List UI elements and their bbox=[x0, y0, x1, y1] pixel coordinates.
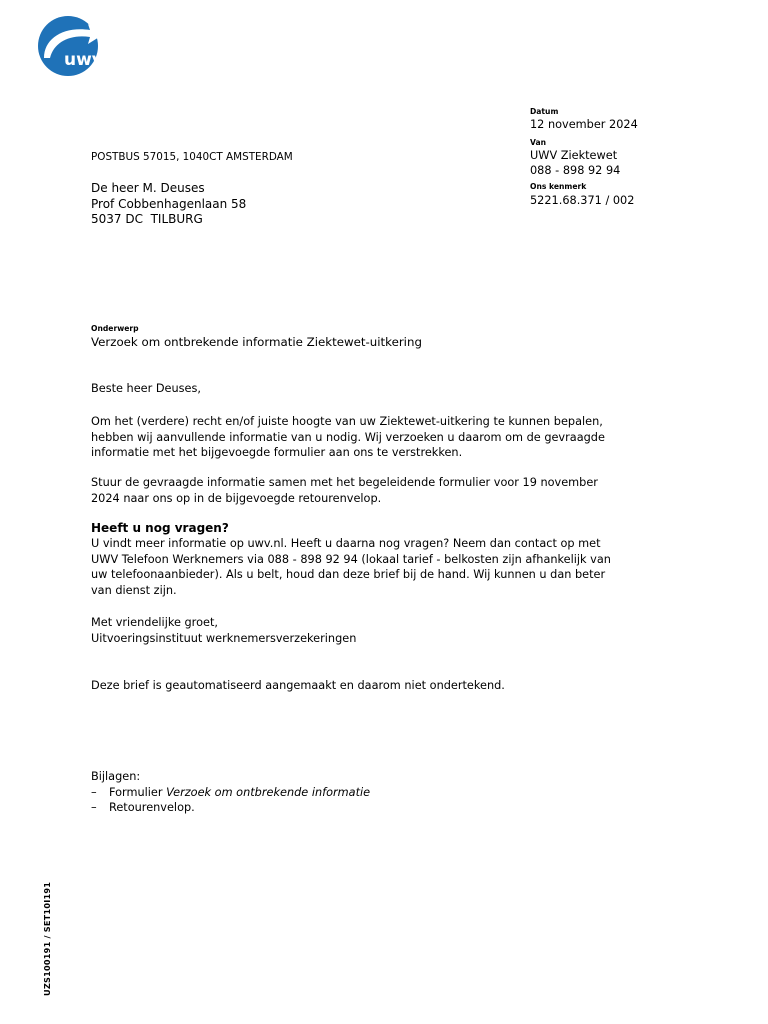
attachment-item1-title: Verzoek om ontbrekende informatie bbox=[166, 785, 371, 799]
paragraph-3-line: U vindt meer informatie op uwv.nl. Heeft u daarna nog vragen? Neem dan contact op met bbox=[91, 537, 601, 550]
paragraph-2-line: 2024 naar ons op in de bijgevoegde retourenvelop. bbox=[91, 491, 382, 505]
uwv-logo-mark bbox=[30, 14, 110, 78]
recipient-line2: Prof Cobbenhagenlaan 58 bbox=[91, 196, 247, 211]
subject-label: Onderwerp bbox=[91, 324, 139, 333]
closing bbox=[91, 615, 661, 646]
reference-value: 5221.68.371 / 002 bbox=[530, 194, 635, 207]
paragraph-1 bbox=[91, 414, 661, 461]
paragraph-2-line: Stuur de gevraagde informatie samen met het begeleidende formulier voor 19 november bbox=[91, 476, 598, 489]
attachment-item1-prefix: Formulier bbox=[109, 785, 167, 799]
uwv-logo bbox=[30, 14, 110, 78]
return-address: POSTBUS 57015, 1040CT AMSTERDAM bbox=[91, 151, 293, 163]
bullet-dash: – bbox=[91, 801, 97, 815]
paragraph-3-line: UWV Telefoon Werknemers via 088 - 898 92 94 (lokaal tarief - belkosten zijn afhankelijk van bbox=[91, 552, 611, 566]
attachment-item bbox=[91, 785, 661, 801]
recipient-line1: De heer M. Deuses bbox=[91, 181, 205, 195]
closing-organisation: Uitvoeringsinstituut werknemersverzekeringen bbox=[91, 631, 357, 645]
from-line2: 088 - 898 92 94 bbox=[530, 164, 621, 177]
paragraph-1-line: Om het (verdere) recht en/of juiste hoogte van uw Ziektewet-uitkering te kunnen bepalen, bbox=[91, 415, 603, 428]
paragraph-3 bbox=[91, 536, 661, 598]
bullet-dash: – bbox=[91, 785, 97, 799]
logo-wordmark: uwv bbox=[64, 50, 103, 70]
paragraph-1-line: informatie met het bijgevoegde formulier aan ons te verstrekken. bbox=[91, 446, 463, 460]
auto-generated-note: Deze brief is geautomatiseerd aangemaakt en daarom niet ondertekend. bbox=[91, 679, 505, 692]
recipient-line3: 5037 DC TILBURG bbox=[91, 212, 203, 227]
from-label: Van bbox=[530, 138, 546, 147]
attachment-item2: Retourenvelop. bbox=[109, 801, 195, 815]
attachments-label: Bijlagen: bbox=[91, 770, 141, 783]
subject-text: Verzoek om ontbrekende informatie Ziektewet-uitkering bbox=[91, 335, 422, 349]
closing-greeting: Met vriendelijke groet, bbox=[91, 616, 218, 629]
date-value: 12 november 2024 bbox=[530, 118, 638, 131]
from-line1: UWV Ziektewet bbox=[530, 149, 618, 162]
document-code: UZS100191 / SET10I191 bbox=[42, 881, 52, 996]
paragraph-3-line: uw telefoonaanbieder). Als u belt, houd dan deze brief bij de hand. Wij kunnen u dan beter bbox=[91, 568, 606, 582]
attachments bbox=[91, 769, 661, 816]
paragraph-3-line: van dienst zijn. bbox=[91, 583, 177, 597]
reference-label: Ons kenmerk bbox=[530, 182, 587, 191]
paragraph-2 bbox=[91, 475, 661, 506]
salutation: Beste heer Deuses, bbox=[91, 382, 201, 395]
date-label: Datum bbox=[530, 107, 559, 116]
attachment-item bbox=[91, 800, 661, 816]
questions-heading: Heeft u nog vragen? bbox=[91, 521, 229, 535]
recipient-address bbox=[91, 181, 246, 228]
paragraph-1-line: hebben wij aanvullende informatie van u nodig. Wij verzoeken u daarom om de gevraagde bbox=[91, 430, 605, 444]
